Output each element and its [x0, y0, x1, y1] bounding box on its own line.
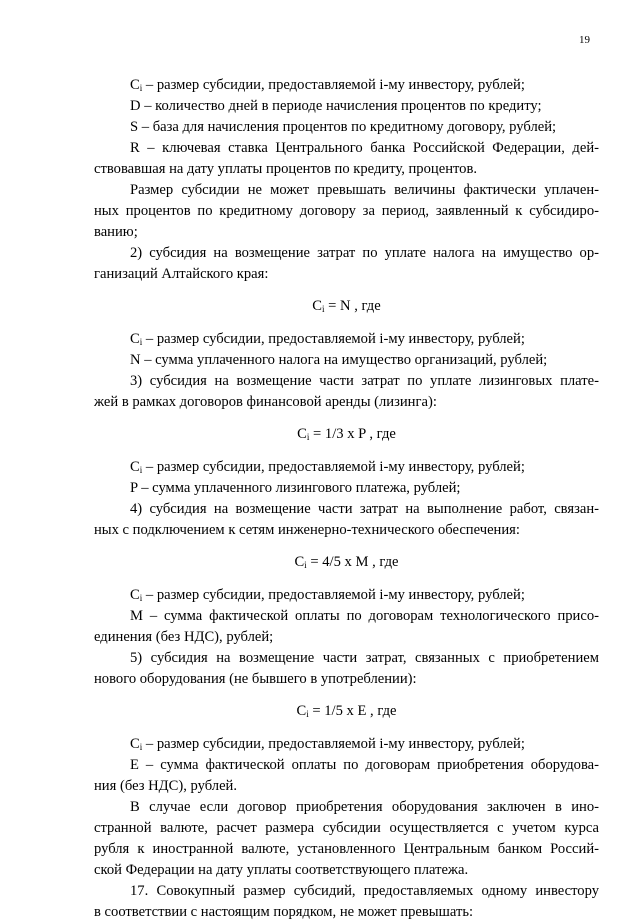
text-line: 3) субсидия на возмещение части затрат по уплате лизинговых плате- [130, 373, 599, 389]
text-line: $C_i$ – размер субсидии, предоставляемой i-му инвестору, рублей; [130, 459, 525, 475]
text-line: 4) субсидия на возмещение части затрат на выполнение работ, связан- [130, 501, 599, 517]
text-line: в соответствии с настоящим порядком, не может превышать: [94, 904, 474, 920]
text-line: жей в рамках договоров финансовой аренды (лизинга): [94, 394, 437, 410]
text-line: рубля к иностранной валюте, установленного Центральным банком Россий- [94, 841, 599, 857]
text-line: ганизаций Алтайского края: [94, 266, 269, 282]
text-line: Размер субсидии не может превышать величины фактически уплачен- [130, 182, 599, 198]
text-line: N – сумма уплаченного налога на имущество организаций, рублей; [130, 352, 548, 368]
page-number: 19 [579, 34, 590, 46]
text-line: $C_i$ – размер субсидии, предоставляемой i-му инвестору, рублей; [130, 736, 525, 752]
formula: $C_i = 1/5$ x E , где [296, 703, 397, 719]
text-line: M – сумма фактической оплаты по договорам технологического присо- [130, 608, 599, 624]
text-line: P – сумма уплаченного лизингового платежа, рублей; [130, 480, 461, 496]
text-line: ных с подключением к сетям инженерно-технического обеспечения: [94, 522, 520, 538]
text-line: 2) субсидия на возмещение затрат по уплате налога на имущество ор- [130, 245, 599, 261]
text-line: единения (без НДС), рублей; [94, 629, 274, 645]
text-line: ванию; [94, 224, 138, 240]
text-line: 17. Совокупный размер субсидий, предоставляемых одному инвестору [130, 883, 599, 899]
text-line: нового оборудования (не бывшего в употреблении): [94, 671, 417, 687]
text-line: ствовавшая на дату уплаты процентов по кредиту, процентов. [94, 161, 478, 177]
formula: $C_i = N$ , где [312, 298, 381, 314]
text-line: ных процентов по кредитному договору за период, заявленный к субсидиро- [94, 203, 599, 219]
text-line: $C_i$ – размер субсидии, предоставляемой i-му инвестору, рублей; [130, 587, 525, 603]
text-line: S – база для начисления процентов по кредитному договору, рублей; [130, 119, 557, 135]
formula: $C_i = 4/5$ x M , где [294, 554, 399, 570]
text-line: 5) субсидия на возмещение части затрат, связанных с приобретением [130, 650, 599, 666]
text-line: $C_i$ – размер субсидии, предоставляемой i-му инвестору, рублей; [130, 77, 525, 93]
text-line: ния (без НДС), рублей. [94, 778, 238, 794]
text-line: В случае если договор приобретения оборудования заключен в ино- [130, 799, 599, 815]
text-line: D – количество дней в периоде начисления процентов по кредиту; [130, 98, 542, 114]
formula: $C_i = 1/3$ x P , где [297, 426, 396, 442]
text-line: $C_i$ – размер субсидии, предоставляемой i-му инвестору, рублей; [130, 331, 525, 347]
text-line: E – сумма фактической оплаты по договорам приобретения оборудова- [130, 757, 599, 773]
text-line: странной валюте, расчет размера субсидии осуществляется с учетом курса [94, 820, 599, 836]
text-line: ской Федерации на дату уплаты соответствующего платежа. [94, 862, 469, 878]
text-line: R – ключевая ставка Центрального банка Российской Федерации, дей- [130, 140, 599, 156]
